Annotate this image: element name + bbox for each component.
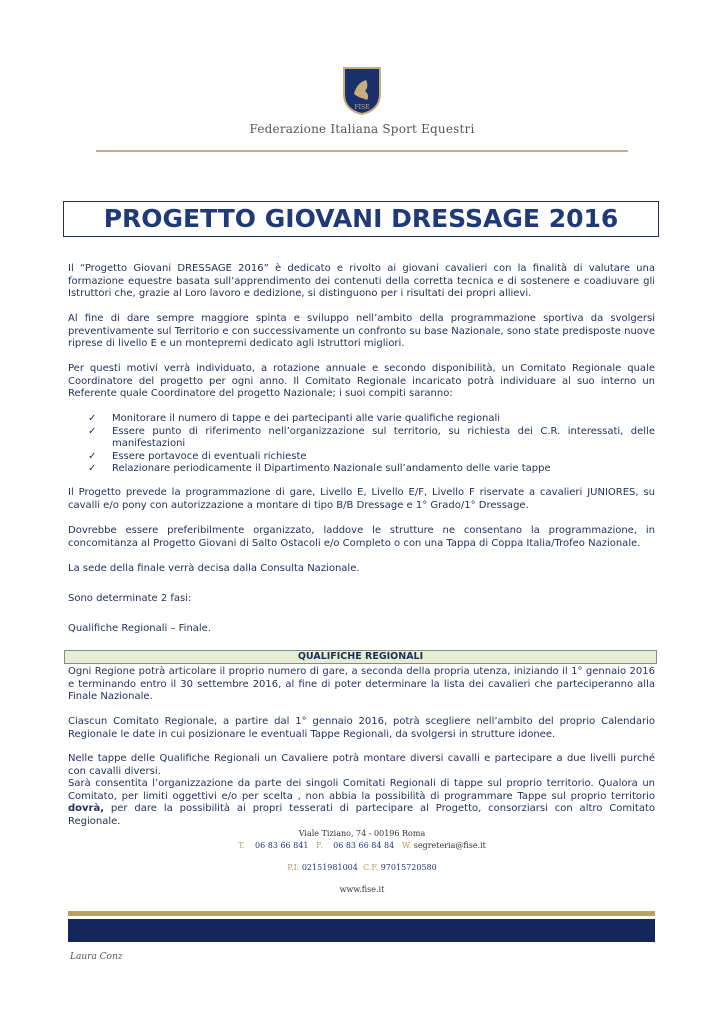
list-item: ✓ Relazionare periodicamente il Dipartimento Nazionale sull’andamento delle varie tappe <box>88 463 551 474</box>
paragraph-motivi: Per questi motivi verrà individuato, a rotazione annuale e secondo disponibilità, un Comitato Regionale quale Coordinatore del progetto per ogni anno. Il Comitato Regionale incaricato potrà individuare al suo interno un Referente quale Coordinatore del progetto Nazionale; i suoi compiti saranno: <box>68 363 655 399</box>
title-box <box>63 201 659 237</box>
signature: Laura Conz <box>70 952 123 962</box>
list-item: ✓ Monitorare il numero di tappe e dei partecipanti alle varie qualifiche regionali <box>88 413 501 424</box>
footer-gold-band <box>68 911 655 916</box>
header-divider <box>96 150 628 152</box>
paragraph-regioni: Ogni Regione potrà articolare il proprio numero di gare, a seconda della propria utenza, iniziando il 1° gennaio 2016 e terminando entro il 30 settembre 2016, al fine di poter determinare la lista dei cavalieri che parteciperanno alla Finale Nazionale. <box>68 666 655 702</box>
paragraph-consorzio: Sarà consentita l’organizzazione da parte dei singoli Comitati Regionali di tappe sul proprio territorio. Qualora un Comitato, per limiti oggettivi e/o per scelta , non abbia la possibilità di programmare Tappe sul proprio territorio dovrà, per dare la possibilità ai propri tesserati di partecipare al Progetto, consorziarsi con altro Comitato Regionale. <box>68 778 655 827</box>
org-name: Federazione Italiana Sport Equestri <box>249 122 475 136</box>
section-heading-qualifiche: QUALIFICHE REGIONALI <box>64 650 657 664</box>
checkmark-icon: ✓ <box>88 413 97 424</box>
fise-logo <box>0 64 724 120</box>
svg-text:FISE: FISE <box>354 104 370 111</box>
paragraph-intro: Il “Progetto Giovani DRESSAGE 2016” è dedicato e rivolto ai giovani cavalieri con la finalità di valutare una formazione equestre basata sull’apprendimento dei contenuti della corretta tecnica e di sostenere e coadiuvare gli Istruttori che, grazie al Loro lavoro e dedizione, si distinguono per i risultati dei propri allievi. <box>68 263 655 299</box>
paragraph-fasi-elenco: Qualifiche Regionali – Finale. <box>68 623 212 634</box>
paragraph-programma: Il Progetto prevede la programmazione di gare, Livello E, Livello E/F, Livello F riservate a cavalieri JUNIORES, su cavalli e/o pony con autorizzazione a montare di tipo B/B Dressage e 1° Grado/1° Dressage. <box>68 487 655 511</box>
paragraph-spinta: Al fine di dare sempre maggiore spinta e sviluppo nell’ambito della programmazione sportiva da svolgersi preventivamente sul Territorio e con successivamente un confronto su base Nazionale, sono state predisposte nuove riprese di livello E e un montepremi dedicato agli Istruttori migliori. <box>68 313 655 349</box>
list-item: ✓ Essere portavoce di eventuali richieste <box>88 450 307 462</box>
footer-navy-band <box>68 919 655 942</box>
footer-contacts: T. 06 83 66 841 F. 06 83 66 84 84 W. segreteria@fise.it <box>238 841 486 850</box>
checkmark-icon: ✓ <box>88 450 97 462</box>
footer-tax-ids: P.I. 02151981004 C.F. 97015720580 <box>287 863 437 872</box>
paragraph-cavaliere: Nelle tappe delle Qualifiche Regionali un Cavaliere potrà montare diversi cavalli e partecipare a due livelli purché con cavalli diversi. <box>68 753 655 777</box>
footer-website: www.fise.it <box>339 885 385 894</box>
list-item: ✓ Essere punto di riferimento nell’organizzazione sul territorio, su richiesta dei C.R. interessati, delle manifestazioni <box>88 425 655 449</box>
paragraph-sede-finale: La sede della finale verrà decisa dalla Consulta Nazionale. <box>68 563 360 574</box>
checkmark-icon: ✓ <box>88 463 97 474</box>
tasks-list <box>88 413 655 476</box>
checkmark-icon: ✓ <box>88 425 97 437</box>
paragraph-organizzazione: Dovrebbe essere preferibilmente organizzato, laddove le strutture ne consentano la programmazione, in concomitanza al Progetto Giovani di Salto Ostacoli e/o Completo o con una Tappa di Coppa Italia/Trofeo Nazionale. <box>68 525 655 549</box>
paragraph-fasi: Sono determinate 2 fasi: <box>68 593 192 604</box>
fise-logo-icon <box>338 64 386 116</box>
paragraph-comitato: Ciascun Comitato Regionale, a partire dal 1° gennaio 2016, potrà scegliere nell’ambito del proprio Calendario Regionale le date in cui posizionare le eventuali Tappe Regionali, da svolgersi in strutture idonee. <box>68 716 655 740</box>
footer-address: Viale Tiziano, 74 - 00196 Roma <box>298 829 426 838</box>
page-title: PROGETTO GIOVANI DRESSAGE 2016 <box>103 204 619 233</box>
